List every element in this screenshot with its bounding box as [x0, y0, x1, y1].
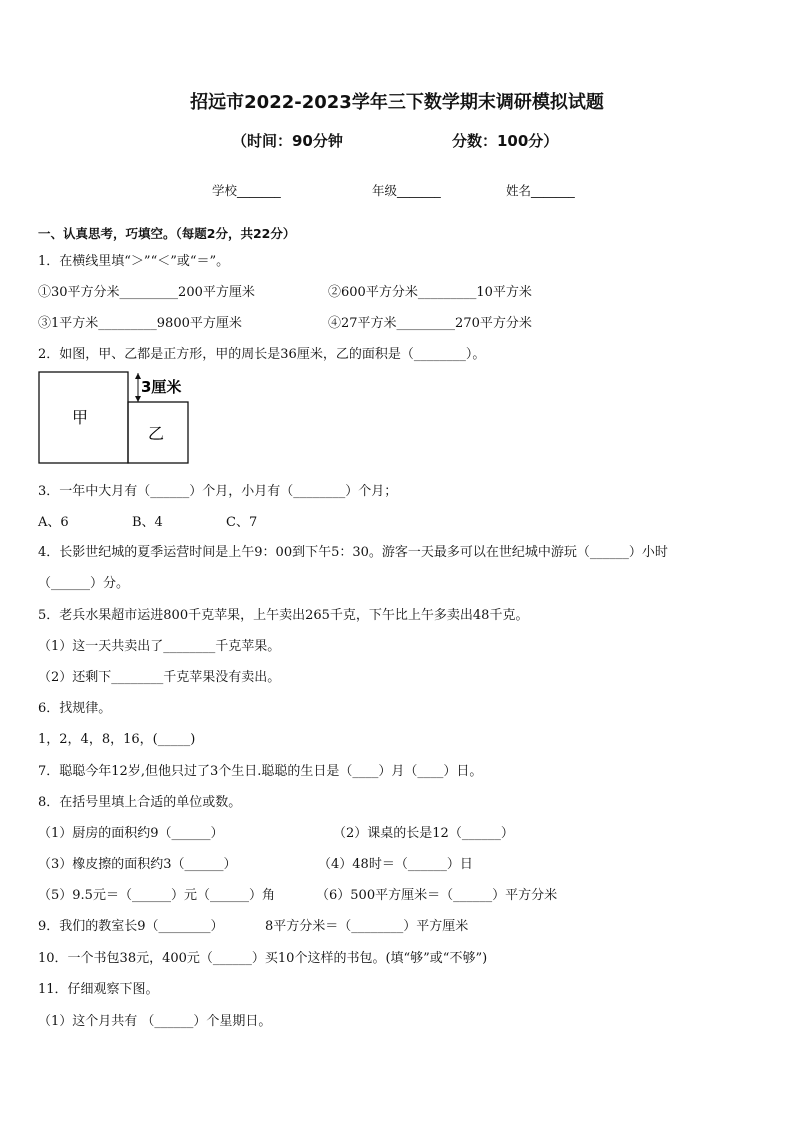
question-8-part-4: （4）48时＝（______）日	[318, 857, 473, 872]
question-1-item-3: ③1平方米_________9800平方厘米	[38, 316, 242, 331]
question-1-item-1: ①30平方分米_________200平方厘米	[38, 285, 255, 300]
question-1-item-2: ②600平方分米_________10平方米	[328, 285, 532, 300]
question-9-part-2: 8平方分米＝（________）平方厘米	[265, 919, 469, 934]
question-9-part-1: 9．我们的教室长9（________）	[38, 919, 224, 934]
grade-field: 年级_______	[372, 183, 441, 198]
name-field: 姓名_______	[506, 183, 575, 198]
question-3: 3．一年中大月有（______）个月，小月有（________）个月；	[38, 484, 398, 499]
question-4-line-1: 4．长影世纪城的夏季运营时间是上午9：00到下午5：30。游客一天最多可以在世纪城中游玩（______）小时	[38, 545, 668, 560]
question-10: 10．一个书包38元，400元（______）买10个这样的书包。(填“够”或“不够”)	[38, 951, 488, 966]
question-1: 1．在横线里填“＞”“＜”或“＝”。	[38, 254, 230, 269]
question-5-part-2: （2）还剩下________千克苹果没有卖出。	[38, 670, 281, 685]
page-title: 招远市2022-2023学年三下数学期末调研模拟试题	[190, 92, 604, 113]
question-6-sequence: 1，2，4，8，16，(_____)	[38, 732, 196, 747]
question-8-part-3: （3）橡皮擦的面积约3（______）	[38, 857, 237, 872]
exam-time: （时间：90分钟	[232, 132, 343, 150]
option-a: A、6	[38, 515, 69, 530]
question-2: 2．如图，甲、乙都是正方形，甲的周长是36厘米，乙的面积是（________）。	[38, 347, 486, 362]
square-jia-label: 甲	[71, 408, 89, 427]
exam-score: 分数：100分）	[452, 132, 559, 150]
question-4-line-2: （______）分。	[38, 576, 130, 591]
question-5: 5．老兵水果超市运进800千克苹果，上午卖出265千克，下午比上午多卖出48千克。	[38, 608, 529, 623]
question-8-part-1: （1）厨房的面积约9（______）	[38, 826, 224, 841]
section-heading: 一、认真思考，巧填空。（每题2分，共22分）	[38, 226, 296, 241]
question-5-part-1: （1）这一天共卖出了________千克苹果。	[38, 639, 281, 654]
question-8-part-6: （6）500平方厘米＝（______）平方分米	[316, 888, 558, 903]
question-8-part-5: （5）9.5元＝（______）元（______）角	[38, 888, 275, 903]
question-11: 11．仔细观察下图。	[38, 982, 159, 997]
option-c: C、7	[226, 515, 258, 530]
school-field: 学校_______	[212, 183, 281, 198]
question-8-part-2: （2）课桌的长是12（______）	[333, 826, 514, 841]
question-7: 7．聪聪今年12岁,但他只过了3个生日.聪聪的生日是（____）月（____）日。	[38, 764, 483, 779]
question-6: 6．找规律。	[38, 701, 112, 716]
question-11-part-1: （1）这个月共有 （______）个星期日。	[38, 1014, 272, 1029]
square-yi-label: 乙	[147, 424, 165, 443]
squares-figure	[38, 371, 198, 465]
question-8: 8．在括号里填上合适的单位或数。	[38, 795, 242, 810]
dimension-label: 3厘米	[141, 378, 182, 396]
question-1-item-4: ④27平方米_________270平方分米	[328, 316, 532, 331]
option-b: B、4	[132, 515, 163, 530]
